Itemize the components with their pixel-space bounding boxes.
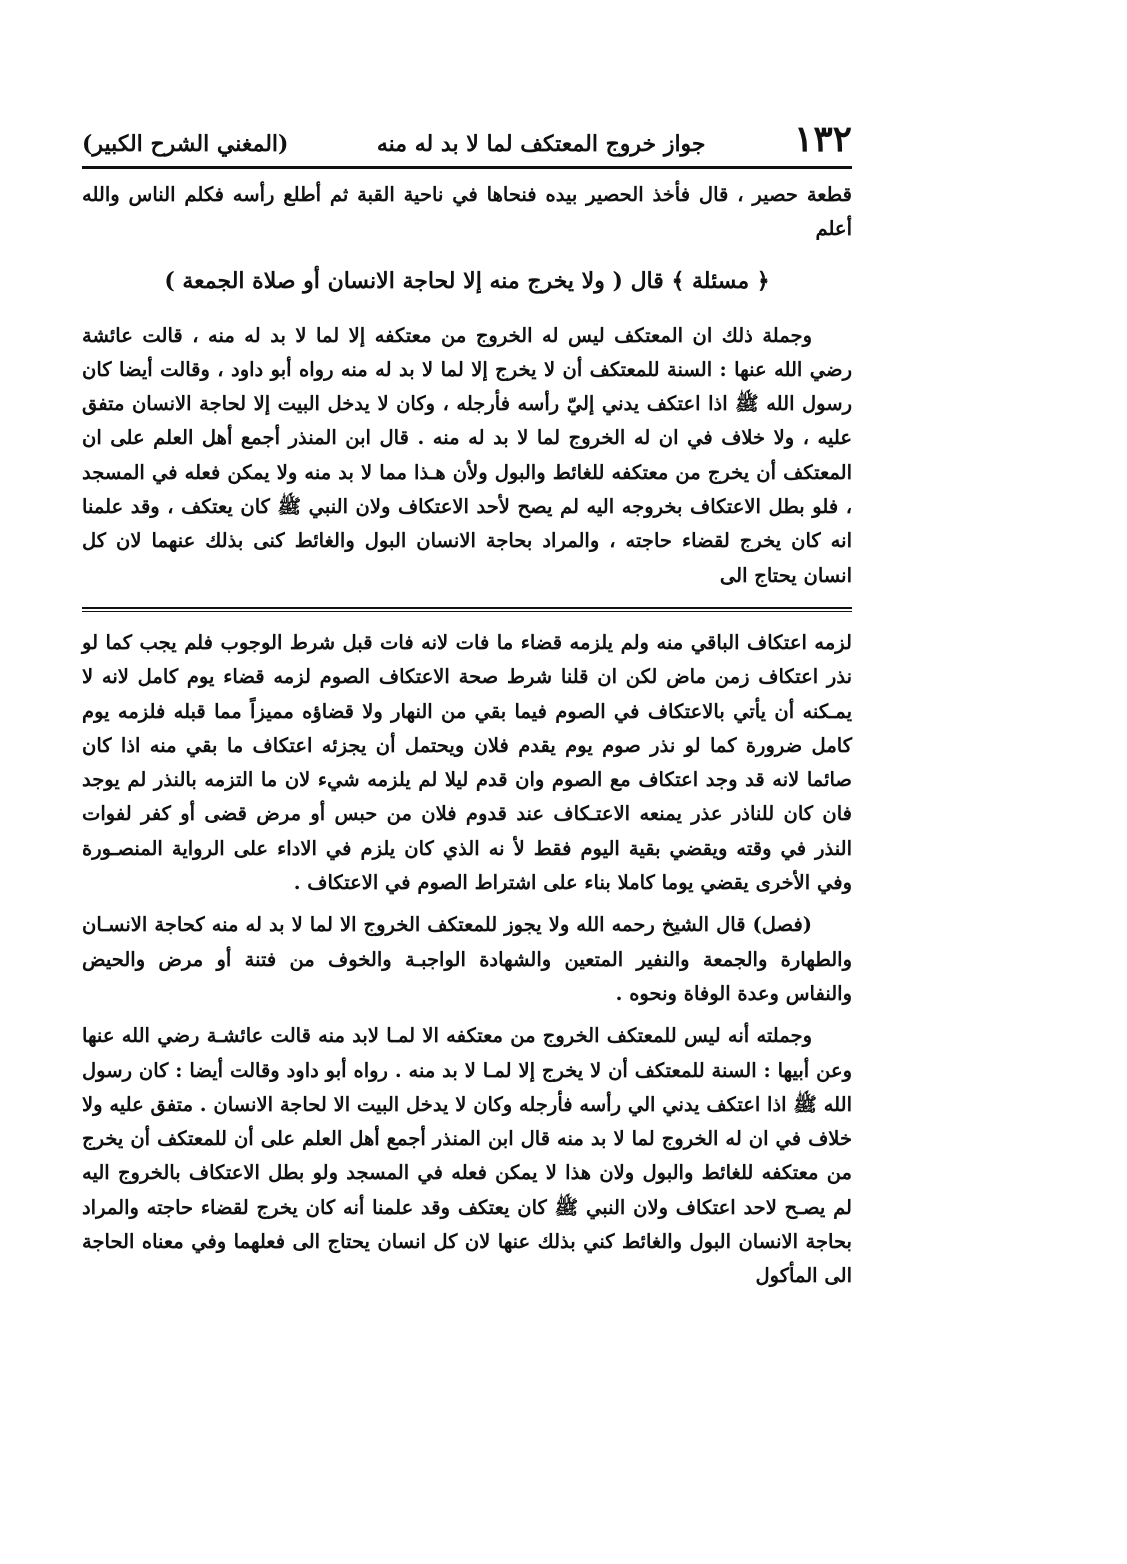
page-header	[82, 118, 852, 169]
running-title: جواز خروج المعتكف لما لا بد له منه	[376, 131, 706, 157]
sharh-paragraph-2: (فصل) قال الشيخ رحمه الله ولا يجوز للمعتكف الخروج الا لما لا بد له منه كحاجة الانسـان والطهارة والجمعة والنفير المتعين والشهادة الواجبـة والخوف من فتنة أو مرض والحيض والنفاس وعدة الوفاة ونحوه .	[82, 913, 852, 1005]
masala-heading: ﴿ مسئلة ﴾ قال ( ولا يخرج منه إلا لحاجة الانسان أو صلاة الجمعة )	[164, 267, 770, 294]
page-number: ١٣٢	[793, 118, 852, 160]
spacer	[82, 900, 852, 908]
page-content	[82, 178, 852, 1294]
spacer	[82, 1011, 852, 1019]
sharh-paragraph-3: وجملته أنه ليس للمعتكف الخروج من معتكفه الا لمـا لابد منه قالت عائشـة رضي الله عنها وعن أبيها : السنة للمعتكف أن لا يخرج إلا لمـا لا بد منه . رواه أبو داود وقالت أيضا : كان رسول الله ﷺ اذا اعتكف يدني الي رأسه فأرجله وكان لا يدخل البيت الا لحاجة الانسان . متفق عليه ولا خلاف في ان له الخروج لما لا بد منه قال ابن المنذر أجمع أهل العلم على أن للمعتكف أن يخرج من معتكفه للغائط والبول ولان هذا لا يمكن فعله في المسجد ولو بطل الاعتكاف بالخروج اليه لم يصـح لاحد اعتكاف ولان النبي ﷺ كان يعتكف وقد علمنا أنه كان يخرج لقضاء حاجته والمراد بحاجة الانسان البول والغائط كني بذلك عنها لان كل انسان يحتاج الى فعلهما وفي معناه الحاجة الى المأكول	[82, 1024, 852, 1288]
main-paragraph: وجملة ذلك ان المعتكف ليس له الخروج من معتكفه إلا لما لا بد له منه ، قالت عائشة رضي الله عنها : السنة للمعتكف أن لا يخرج إلا لما لا بد له منه رواه أبو داود ، وقالت أيضا كان رسول الله ﷺ اذا اعتكف يدني إليّ رأسه فأرجله ، وكان لا يدخل البيت إلا لحاجة الانسان متفق عليه ، ولا خلاف في ان له الخروج لما لا بد له منه . قال ابن المنذر أجمع أهل العلم على ان المعتكف أن يخرج من معتكفه للغائط والبول ولأن هـذا مما لا بد منه ولا يمكن فعله في المسجد ، فلو بطل الاعتكاف بخروجه اليه لم يصح لأحد الاعتكاف ولان النبي ﷺ كان يعتكف ، وقد علمنا انه كان يخرج لقضاء حاجته ، والمراد بحاجة الانسان البول والغائط كنى بذلك عنهما لان كل انسان يحتاج الى	[82, 323, 852, 587]
book-title: (المغني الشرح الكبير)	[82, 131, 289, 157]
sharh-paragraph-1: لزمه اعتكاف الباقي منه ولم يلزمه قضاء ما فات لانه فات قبل شرط الوجوب فلم يجب كما لو نذر اعتكاف زمن ماض لكن ان قلنا شرط صحة الاعتكاف الصوم لزمه قضاء يوم كامل لانه لا يمـكنه أن يأتي بالاعتكاف في الصوم فيما بقي من النهار ولا قضاؤه مميزاً مما قبله فلزمه يوم كامل ضرورة كما لو نذر صوم يوم يقدم فلان ويحتمل أن يجزئه اعتكاف ما بقي منه اذا كان صائما لانه قد وجد اعتكاف مع الصوم وان قدم ليلا لم يلزمه شيء لان ما التزمه بالنذر لم يوجد فان كان للناذر عذر يمنعه الاعتـكاف عند قدوم فلان من حبس أو مرض قضى أو كفر لفوات النذر في وقته ويقضي بقية اليوم فقط لأ نه الذي كان يلزم في الاداء على الرواية المنصـورة وفي الأخرى يقضي يوما كاملا بناء على اشتراط الصوم في الاعتكاف .	[82, 630, 852, 895]
opening-line: قطعة حصير ، قال فأخذ الحصير بيده فنحاها في ناحية القبة ثم أطلع رأسه فكلم الناس والله أعلم	[82, 183, 852, 241]
section-divider	[82, 607, 852, 612]
